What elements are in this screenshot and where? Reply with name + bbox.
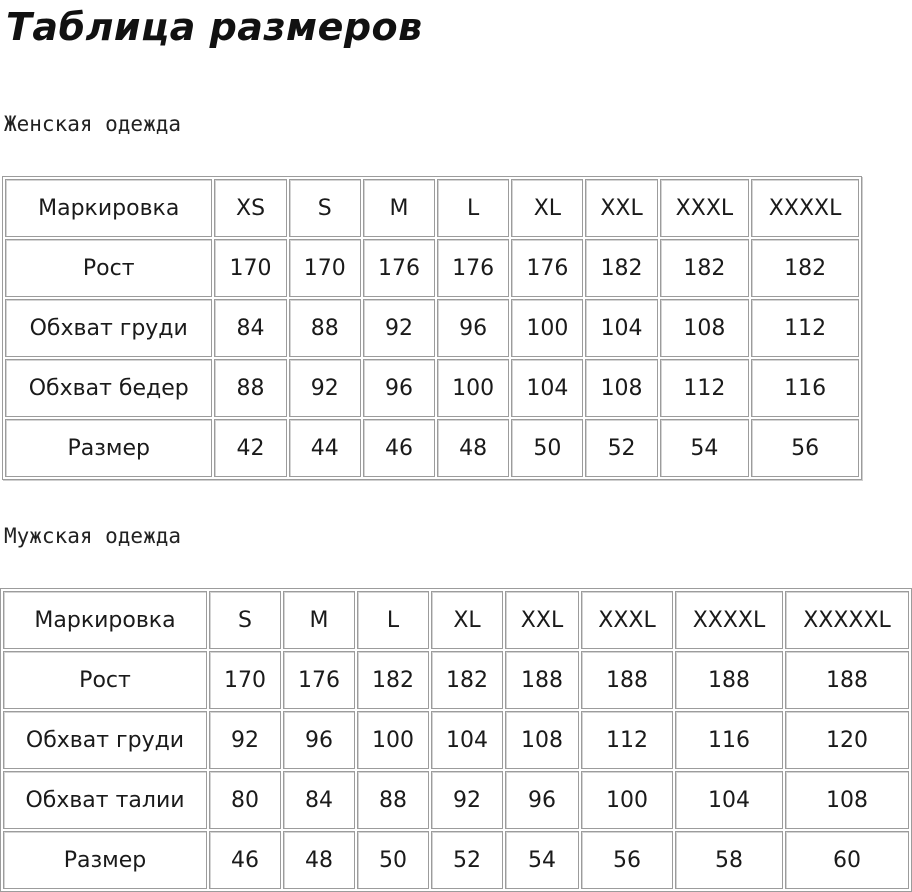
table-cell: 56 [751,419,859,477]
table-cell: 92 [209,711,281,769]
table-row [5,299,859,357]
table-cell: 96 [363,359,435,417]
table-cell: 116 [751,359,859,417]
row-label: Рост [3,651,207,709]
row-label: Маркировка [3,591,207,649]
table-row [5,419,859,477]
table-cell: 96 [505,771,579,829]
table-cell: 176 [437,239,509,297]
table-cell: XL [431,591,503,649]
table-row [3,711,909,769]
table-cell: 112 [751,299,859,357]
table-cell: 188 [675,651,783,709]
table-cell: 112 [581,711,673,769]
table-cell: 108 [585,359,657,417]
men-size-table [0,588,912,892]
table-cell: 108 [785,771,909,829]
table-row [3,771,909,829]
table-cell: L [357,591,429,649]
table-cell: XL [511,179,583,237]
table-cell: 170 [209,651,281,709]
table-cell: 44 [289,419,361,477]
table-cell: 92 [289,359,361,417]
table-cell: 52 [431,831,503,889]
table-cell: 50 [357,831,429,889]
table-cell: 100 [581,771,673,829]
table-cell: 88 [357,771,429,829]
table-cell: XXXXL [675,591,783,649]
table-cell: M [283,591,355,649]
table-cell: S [289,179,361,237]
row-label: Рост [5,239,212,297]
table-cell: 80 [209,771,281,829]
table-cell: 104 [511,359,583,417]
table-cell: 170 [214,239,286,297]
table-cell: 108 [505,711,579,769]
table-cell: XXL [585,179,657,237]
table-cell: 116 [675,711,783,769]
table-cell: XXXL [660,179,749,237]
table-cell: 188 [505,651,579,709]
table-cell: 104 [431,711,503,769]
table-cell: 120 [785,711,909,769]
table-row [3,651,909,709]
row-label: Размер [5,419,212,477]
table-cell: 56 [581,831,673,889]
table-row [3,591,909,649]
table-cell: 182 [585,239,657,297]
table-cell: 176 [283,651,355,709]
page-title: Таблица размеров [6,5,423,49]
table-cell: 182 [357,651,429,709]
table-cell: 104 [585,299,657,357]
table-cell: 54 [660,419,749,477]
table-cell: 112 [660,359,749,417]
table-row [5,179,859,237]
table-cell: 182 [660,239,749,297]
table-cell: 48 [283,831,355,889]
table-cell: 188 [581,651,673,709]
table-cell: 96 [437,299,509,357]
table-cell: 84 [283,771,355,829]
table-cell: 100 [437,359,509,417]
table-cell: 182 [431,651,503,709]
table-cell: 182 [751,239,859,297]
table-cell: 104 [675,771,783,829]
table-cell: 46 [209,831,281,889]
table-cell: 52 [585,419,657,477]
row-label: Размер [3,831,207,889]
table-cell: 46 [363,419,435,477]
women-section-heading: Женская одежда [4,112,182,136]
table-cell: 84 [214,299,286,357]
table-cell: 58 [675,831,783,889]
men-section-heading: Мужская одежда [4,524,182,548]
table-cell: 92 [431,771,503,829]
table-cell: XXXL [581,591,673,649]
table-cell: 170 [289,239,361,297]
table-cell: 100 [357,711,429,769]
table-cell: 96 [283,711,355,769]
table-cell: 92 [363,299,435,357]
table-row [3,831,909,889]
table-cell: 88 [214,359,286,417]
table-row [5,239,859,297]
table-cell: 42 [214,419,286,477]
women-size-table [2,176,862,480]
table-cell: 176 [363,239,435,297]
table-cell: XXXXXL [785,591,909,649]
table-cell: 50 [511,419,583,477]
table-cell: 48 [437,419,509,477]
table-cell: 176 [511,239,583,297]
table-cell: XS [214,179,286,237]
table-cell: XXL [505,591,579,649]
table-cell: 100 [511,299,583,357]
table-cell: S [209,591,281,649]
table-row [5,359,859,417]
table-cell: 54 [505,831,579,889]
row-label: Обхват груди [5,299,212,357]
table-cell: 108 [660,299,749,357]
row-label: Обхват талии [3,771,207,829]
table-cell: 188 [785,651,909,709]
table-cell: 88 [289,299,361,357]
table-cell: XXXXL [751,179,859,237]
table-cell: L [437,179,509,237]
row-label: Маркировка [5,179,212,237]
table-cell: M [363,179,435,237]
row-label: Обхват бедер [5,359,212,417]
table-cell: 60 [785,831,909,889]
row-label: Обхват груди [3,711,207,769]
